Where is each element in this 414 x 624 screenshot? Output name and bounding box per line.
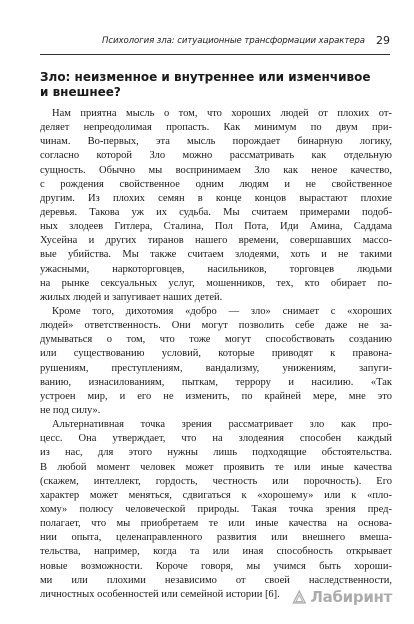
watermark	[292, 582, 392, 612]
text-line: ми или плохими независимо от своей наследственности,	[40, 574, 392, 586]
text-line: деляет непреодолимая пропасть. Как минимум по двум при-	[40, 122, 392, 134]
text-line: рушениям, преступлениям, вандализму, унижениям, запуги-	[40, 362, 392, 374]
running-head: Психология зла: ситуационные трансформации характера	[102, 36, 365, 46]
text-line: людей» ответственность. Они могут позволить себе даже не за-	[40, 320, 392, 332]
watermark-text: Лабиринт	[310, 588, 392, 606]
section-heading	[40, 70, 390, 100]
text-line: вые убийства. Мы также считаем злодеями, хоть и не такими	[40, 249, 392, 261]
text-line: из нас, для этого нужны лишь подходящие обстоятельства.	[40, 447, 392, 459]
text-line: деревья. Такова уж их судьба. Мы считаем примерами подоб-	[40, 206, 392, 218]
text-line: хому» полюсу человеческой природы. Такая точка зрения пред-	[40, 503, 392, 515]
text-line: тельства, например, когда та или иная способность открывает	[40, 546, 392, 558]
text-line: жилых людей и запугивает наших детей.	[40, 291, 223, 303]
text-line: Кроме того, дихотомия «добро — зло» снимает с «хороших	[52, 305, 392, 317]
text-line: ванию, изнасилованиям, пыткам, террору и насилию. «Так	[40, 376, 392, 388]
section-heading-line: и внешнее?	[40, 85, 121, 99]
text-line: Альтернативная точка зрения рассматривает зло как про-	[52, 419, 392, 431]
text-line: ных злодеев Гитлера, Сталина, Пол Пота, Иди Амина, Саддама	[40, 221, 392, 233]
section-heading-line: Зло: неизменное и внутреннее или изменчивое	[40, 70, 371, 84]
text-line: на рынке сексуальных услуг, мошенников, тех, кто обирает по-	[40, 277, 392, 289]
text-line: Нам приятна мысль о том, что хороших людей от плохих от-	[52, 108, 392, 119]
text-line: сущность. Обычно мы воспринимаем Зло как неное качество,	[40, 164, 392, 176]
text-line: с рождения свойственное одним людям и не свойственное	[40, 178, 392, 190]
text-line: новые возможности. Короче говоря, мы учимся быть хороши-	[40, 560, 392, 572]
text-line: другим. Из плохих семян в конце концов вырастают плохие	[40, 192, 392, 204]
text-line: личностных особенностей или семейной истории [6].	[40, 588, 280, 600]
page-header	[40, 34, 390, 55]
text-line: думываться о том, что тоже могут способствовать созданию	[40, 334, 392, 346]
text-line: цесс. Она утверждает, что на злодеяния способен каждый	[40, 433, 392, 445]
text-line: характер может меняться, сдвигаться к «хорошему» или к «пло-	[40, 489, 392, 501]
text-line: В любой момент человек может проявить те или иные качества	[40, 461, 392, 473]
text-line: полагает, что мы приобретаем те или иные качества на основа-	[40, 518, 392, 530]
text-line: Хусейна и других тиранов нашего времени, совершавших массо-	[40, 235, 392, 247]
text-line: не под силу».	[40, 404, 101, 416]
text-line: согласно которой Зло можно рассматривать как отдельную	[40, 150, 392, 162]
text-line: или существованию условий, которые приводят к правона-	[40, 348, 392, 360]
page-number: 29	[376, 34, 390, 47]
text-line: устроен мир, и его не изменить, по крайней мере, мне это	[40, 390, 392, 402]
text-line: ужасными, наркоторговцев, насильников, торговцев людьми	[40, 263, 392, 275]
labyrinth-logo-icon	[292, 586, 307, 608]
text-line: нии опыта, целенаправленного развития или внешнего вмеша-	[40, 532, 392, 544]
text-line: (скажем, интеллект, гордость, честность или порочность). Его	[40, 475, 392, 487]
text-line: чинам. Во-первых, эта мысль порождает бинарную логику,	[40, 136, 392, 148]
body-text	[40, 107, 392, 602]
